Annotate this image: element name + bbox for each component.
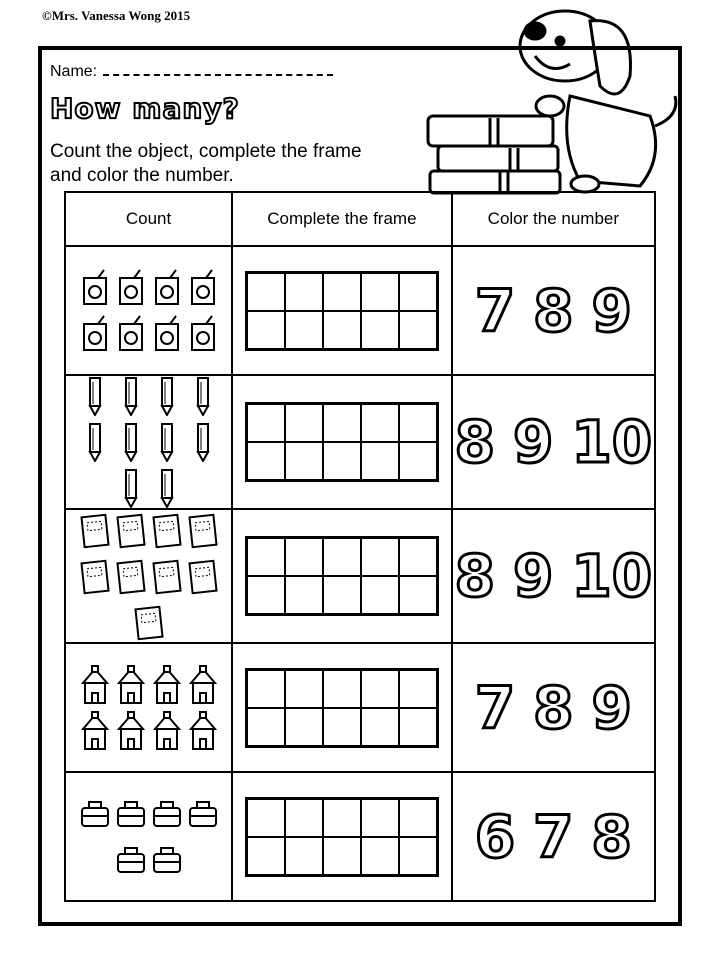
- frame-cell: [232, 509, 452, 643]
- ten-frame-box[interactable]: [323, 273, 361, 311]
- ten-frame-box[interactable]: [361, 404, 399, 442]
- juice-box-icon: [116, 268, 146, 308]
- juice-box-icon: [188, 314, 218, 354]
- pencil-icon: [116, 376, 146, 416]
- notebook-icon: [188, 556, 218, 596]
- ten-frame-box[interactable]: [399, 311, 437, 349]
- number-choice[interactable]: 10: [571, 542, 653, 610]
- table-row: [65, 246, 655, 375]
- ten-frame-box[interactable]: [285, 442, 323, 480]
- number-choice[interactable]: 9: [512, 408, 554, 476]
- ten-frame-box[interactable]: [399, 670, 437, 708]
- pencil-icon: [80, 422, 110, 462]
- ten-frame[interactable]: [245, 402, 439, 482]
- notebook-icon: [80, 556, 110, 596]
- schoolhouse-icon: [188, 665, 218, 705]
- ten-frame-box[interactable]: [399, 442, 437, 480]
- lunchbox-icon: [188, 794, 218, 834]
- frame-cell: [232, 643, 452, 772]
- ten-frame-box[interactable]: [361, 442, 399, 480]
- ten-frame-box[interactable]: [285, 576, 323, 614]
- ten-frame-box[interactable]: [361, 273, 399, 311]
- lunchbox-icon: [116, 794, 146, 834]
- pencil-icon: [152, 376, 182, 416]
- pencil-icon: [188, 376, 218, 416]
- ten-frame-box[interactable]: [247, 538, 285, 576]
- schoolhouse-icon: [116, 665, 146, 705]
- ten-frame-box[interactable]: [323, 837, 361, 875]
- instructions: [50, 140, 430, 188]
- lunchbox-icon: [80, 794, 110, 834]
- number-cell: [452, 509, 655, 643]
- ten-frame-box[interactable]: [285, 404, 323, 442]
- ten-frame-box[interactable]: [247, 442, 285, 480]
- frame-cell: [232, 246, 452, 375]
- ten-frame-box[interactable]: [399, 708, 437, 746]
- number-choice[interactable]: 8: [533, 276, 574, 345]
- object-group: [69, 376, 229, 508]
- object-group: [69, 510, 229, 642]
- number-cell: [452, 643, 655, 772]
- pencil-icon: [152, 468, 182, 508]
- table-row: [65, 643, 655, 772]
- ten-frame-box[interactable]: [399, 273, 437, 311]
- ten-frame-box[interactable]: [323, 538, 361, 576]
- header-count: Count: [65, 192, 232, 246]
- ten-frame-box[interactable]: [361, 576, 399, 614]
- ten-frame[interactable]: [245, 271, 439, 351]
- ten-frame-box[interactable]: [285, 708, 323, 746]
- table-row: [65, 375, 655, 509]
- ten-frame-box[interactable]: [285, 837, 323, 875]
- object-group: [69, 665, 229, 751]
- number-choice[interactable]: 8: [533, 673, 574, 742]
- ten-frame-box[interactable]: [361, 799, 399, 837]
- number-choice[interactable]: 9: [591, 673, 632, 742]
- ten-frame-box[interactable]: [285, 670, 323, 708]
- worksheet-table: [64, 191, 656, 902]
- lunchbox-icon: [152, 840, 182, 880]
- number-cell: [452, 772, 655, 901]
- name-field[interactable]: [50, 62, 333, 81]
- schoolhouse-icon: [116, 711, 146, 751]
- ten-frame-box[interactable]: [399, 837, 437, 875]
- number-choice[interactable]: 9: [591, 276, 632, 345]
- number-choice[interactable]: 7: [474, 673, 516, 742]
- frame-cell: [232, 772, 452, 901]
- pencil-icon: [80, 376, 110, 416]
- number-choice[interactable]: 10: [571, 408, 653, 476]
- juice-box-icon: [116, 314, 146, 354]
- ten-frame-box[interactable]: [247, 404, 285, 442]
- ten-frame-box[interactable]: [323, 442, 361, 480]
- ten-frame-box[interactable]: [361, 708, 399, 746]
- copyright-text: ©Mrs. Vanessa Wong 2015: [42, 8, 191, 23]
- ten-frame[interactable]: [245, 797, 439, 877]
- name-label: Name:: [50, 63, 98, 80]
- ten-frame-box[interactable]: [285, 273, 323, 311]
- pencil-icon: [188, 422, 218, 462]
- pencil-icon: [152, 422, 182, 462]
- notebook-icon: [116, 556, 146, 596]
- ten-frame[interactable]: [245, 536, 439, 616]
- ten-frame-box[interactable]: [399, 404, 437, 442]
- ten-frame-box[interactable]: [247, 837, 285, 875]
- juice-box-icon: [80, 268, 110, 308]
- juice-box-icon: [152, 268, 182, 308]
- schoolhouse-icon: [80, 665, 110, 705]
- ten-frame-box[interactable]: [361, 538, 399, 576]
- ten-frame-box[interactable]: [323, 799, 361, 837]
- ten-frame-box[interactable]: [323, 576, 361, 614]
- number-choice[interactable]: 8: [454, 408, 495, 476]
- ten-frame-box[interactable]: [361, 670, 399, 708]
- ten-frame-box[interactable]: [247, 273, 285, 311]
- ten-frame-box[interactable]: [285, 311, 323, 349]
- juice-box-icon: [152, 314, 182, 354]
- object-group: [69, 794, 229, 880]
- ten-frame-box[interactable]: [247, 670, 285, 708]
- page-title: How many?: [50, 92, 240, 125]
- header-complete-frame: Complete the frame: [232, 192, 452, 246]
- frame-cell: [232, 375, 452, 509]
- instructions-line-2: and color the number.: [50, 165, 234, 186]
- header-color-number: Color the number: [452, 192, 655, 246]
- ten-frame-box[interactable]: [399, 576, 437, 614]
- lunchbox-icon: [116, 840, 146, 880]
- lunchbox-icon: [152, 794, 182, 834]
- ten-frame-box[interactable]: [247, 576, 285, 614]
- table-row: [65, 772, 655, 901]
- notebook-icon: [80, 510, 110, 550]
- number-choice[interactable]: 6: [474, 802, 516, 871]
- notebook-icon: [134, 602, 164, 642]
- number-cell: [452, 246, 655, 375]
- number-choice[interactable]: 7: [474, 276, 516, 345]
- count-cell: [65, 772, 232, 901]
- ten-frame-box[interactable]: [323, 708, 361, 746]
- count-cell: [65, 509, 232, 643]
- number-choice[interactable]: 8: [591, 802, 632, 871]
- ten-frame-box[interactable]: [399, 538, 437, 576]
- pencil-icon: [116, 422, 146, 462]
- juice-box-icon: [188, 268, 218, 308]
- ten-frame-box[interactable]: [247, 311, 285, 349]
- table-row: [65, 509, 655, 643]
- notebook-icon: [188, 510, 218, 550]
- pencil-icon: [116, 468, 146, 508]
- schoolhouse-icon: [152, 665, 182, 705]
- ten-frame-box[interactable]: [285, 799, 323, 837]
- number-choice[interactable]: 8: [454, 542, 495, 610]
- juice-box-icon: [80, 314, 110, 354]
- object-group: [69, 268, 229, 354]
- ten-frame-box[interactable]: [247, 799, 285, 837]
- ten-frame-box[interactable]: [361, 837, 399, 875]
- number-cell: [452, 375, 655, 509]
- ten-frame[interactable]: [245, 668, 439, 748]
- notebook-icon: [152, 510, 182, 550]
- number-choice[interactable]: 9: [512, 542, 554, 610]
- count-cell: [65, 375, 232, 509]
- number-choice[interactable]: 7: [533, 802, 574, 871]
- count-cell: [65, 643, 232, 772]
- ten-frame-box[interactable]: [323, 311, 361, 349]
- ten-frame-box[interactable]: [361, 311, 399, 349]
- schoolhouse-icon: [188, 711, 218, 751]
- ten-frame-box[interactable]: [247, 708, 285, 746]
- count-cell: [65, 246, 232, 375]
- schoolhouse-icon: [80, 711, 110, 751]
- notebook-icon: [116, 510, 146, 550]
- schoolhouse-icon: [152, 711, 182, 751]
- name-blank-line[interactable]: [103, 62, 333, 76]
- ten-frame-box[interactable]: [323, 404, 361, 442]
- ten-frame-box[interactable]: [399, 799, 437, 837]
- notebook-icon: [152, 556, 182, 596]
- ten-frame-box[interactable]: [323, 670, 361, 708]
- ten-frame-box[interactable]: [285, 538, 323, 576]
- instructions-line-1: Count the object, complete the frame: [50, 141, 362, 162]
